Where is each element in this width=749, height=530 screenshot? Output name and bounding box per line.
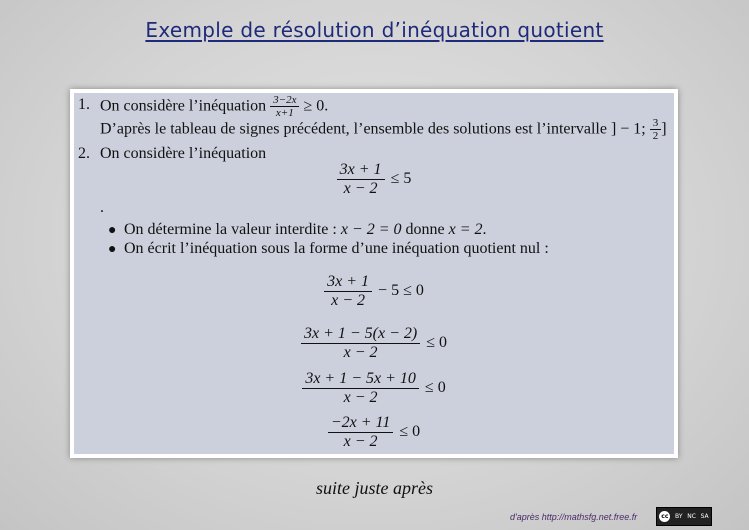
item1-frac-num: 3−2x [270, 94, 299, 107]
interval-fraction [650, 117, 662, 142]
step-4-den: x − 2 [343, 432, 378, 450]
footer-link[interactable]: suite juste après [316, 478, 433, 498]
bullet-dot-1: ● [108, 223, 117, 238]
step-3-fraction [302, 370, 419, 406]
step-1 [74, 273, 674, 309]
item1-interval: ] − 1; [610, 120, 650, 138]
item1-line2 [100, 117, 667, 142]
item1-text: On considère l’inéquation [100, 97, 267, 115]
step-2 [74, 325, 674, 361]
step-3-num: 3x + 1 − 5x + 10 [302, 370, 419, 389]
step-4-relation: ≤ 0 [399, 423, 421, 441]
item1-relation: ≥ 0. [303, 97, 329, 115]
bullet-1-math2: x = 2 [448, 221, 483, 238]
step-3-den: x − 2 [343, 388, 378, 406]
step-3-relation: ≤ 0 [424, 379, 446, 397]
main-fraction [337, 161, 385, 197]
step-1-den: x − 2 [331, 291, 366, 309]
item-number-2: 2. [78, 145, 90, 162]
page-title: Exemple de résolution d’inéquation quotient [145, 18, 604, 42]
item2-dot: . [100, 199, 104, 216]
bullet-1 [124, 221, 487, 239]
step-2-fraction [301, 325, 420, 361]
item1-frac-den: x+1 [275, 107, 294, 120]
main-relation: ≤ 5 [390, 170, 412, 188]
item1-line1 [100, 94, 328, 119]
interval-num: 3 [650, 117, 662, 130]
step-4 [74, 414, 674, 450]
main-num: 3x + 1 [337, 161, 385, 180]
credit-text: d'après http://mathsfg.net.free.fr [510, 512, 638, 522]
step-2-num: 3x + 1 − 5(x − 2) [301, 325, 420, 344]
bullet-1-math1: x − 2 = 0 [340, 221, 402, 238]
content-card [70, 89, 678, 458]
step-3 [74, 370, 674, 406]
item1-line2-text: D’après le tableau de signes précédent, l’ensemble des solutions est l’intervalle [100, 120, 607, 138]
step-1-fraction [324, 273, 372, 309]
step-4-fraction [328, 414, 394, 450]
sa-label: SA [700, 513, 709, 520]
bullet-1-suffix: . [482, 221, 487, 238]
step-2-den: x − 2 [343, 343, 378, 361]
bullet-1-mid: donne [401, 221, 449, 238]
main-den: x − 2 [343, 179, 378, 197]
bullet-2: On écrit l’inéquation sous la forme d’une inéquation quotient nul : [124, 240, 549, 257]
item1-fraction [270, 94, 299, 119]
step-1-relation: − 5 ≤ 0 [378, 282, 424, 300]
cc-icon: cc [661, 513, 669, 520]
by-label: BY [675, 513, 683, 520]
license-badge [656, 507, 712, 526]
item-number-1: 1. [78, 96, 90, 113]
interval-close: ] [661, 120, 667, 138]
item2-text: On considère l’inéquation [100, 145, 267, 162]
item2-main-equation [74, 161, 674, 197]
bullet-dot-2: ● [108, 242, 117, 257]
step-1-num: 3x + 1 [324, 273, 372, 292]
bullet-1-prefix: On détermine la valeur interdite : [124, 221, 341, 238]
step-4-num: −2x + 11 [328, 414, 394, 433]
step-2-relation: ≤ 0 [426, 334, 448, 352]
interval-den: 2 [652, 130, 659, 143]
nc-label: NC [687, 513, 696, 520]
